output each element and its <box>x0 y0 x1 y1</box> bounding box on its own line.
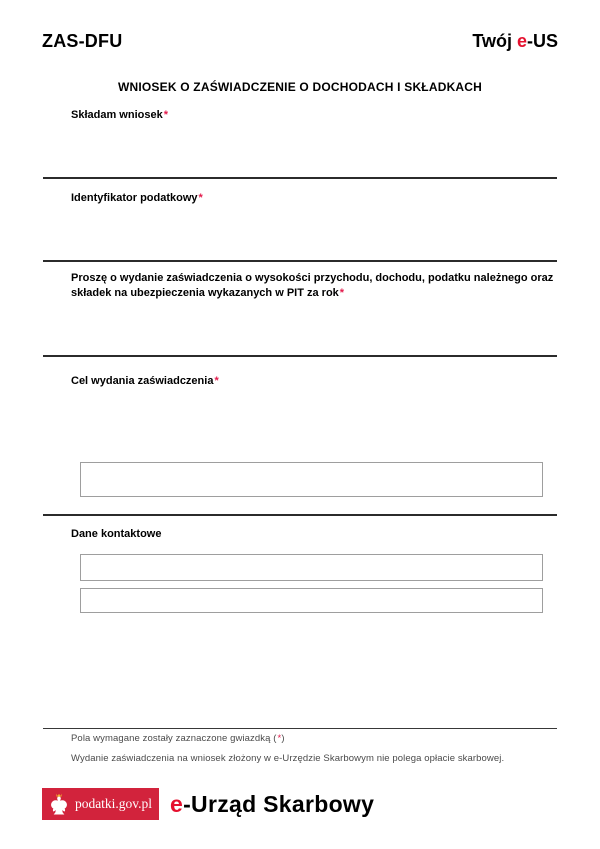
footnote-text: Pola wymagane zostały zaznaczone gwiazdką ( <box>71 733 277 744</box>
required-asterisk: * <box>163 109 168 121</box>
section-divider <box>43 514 557 516</box>
label-text: Cel wydania zaświadczenia <box>71 375 214 387</box>
label-cel-wydania <box>71 374 219 389</box>
e-urzad-skarbowy-logo <box>170 791 374 818</box>
twoj-e-us-logo <box>472 31 558 52</box>
label-dane-kontaktowe <box>71 527 162 542</box>
footnote-text: ) <box>281 733 285 744</box>
contact-input-1[interactable] <box>80 554 543 581</box>
podatki-gov-pl-badge <box>42 788 159 820</box>
label-identyfikator-podatkowy <box>71 191 203 206</box>
label-text: Dane kontaktowe <box>71 528 162 540</box>
label-text: Proszę o wydanie zaświadczenia o wysokości przychodu, dochodu, podatku należnego oraz składek na ubezpieczenia wykazanych w PIT za rok <box>71 272 554 299</box>
brand-rest: -Urząd Skarbowy <box>183 790 375 817</box>
label-skladam-wniosek <box>71 108 168 123</box>
required-asterisk: * <box>339 286 345 299</box>
contact-input-2[interactable] <box>80 588 543 613</box>
form-code: ZAS-DFU <box>42 31 123 51</box>
brand-suffix: -US <box>527 31 558 51</box>
brand-e: e <box>516 31 527 51</box>
required-asterisk: * <box>214 375 219 387</box>
cel-wydania-input[interactable] <box>80 462 543 497</box>
brand-prefix: Twój <box>472 31 517 51</box>
label-text: Składam wniosek <box>71 109 163 121</box>
label-pit-za-rok <box>71 271 558 300</box>
badge-text: podatki.gov.pl <box>74 796 153 811</box>
footer-divider <box>43 728 557 729</box>
footnote-fee: Wydanie zaświadczenia na wniosek złożony w e-Urzędzie Skarbowym nie polega opłacie skarbowej. <box>71 753 505 764</box>
footnote-required-fields <box>71 733 285 744</box>
section-divider <box>43 177 557 179</box>
section-divider <box>43 260 557 262</box>
label-text: Identyfikator podatkowy <box>71 192 198 204</box>
polish-eagle-icon <box>49 793 69 816</box>
required-asterisk: * <box>277 733 282 744</box>
form-title: WNIOSEK O ZAŚWIADCZENIE O DOCHODACH I SKŁADKACH <box>117 80 483 94</box>
section-divider <box>43 355 557 357</box>
required-asterisk: * <box>198 192 203 204</box>
footer-logo <box>42 788 374 820</box>
brand-e: e <box>170 790 184 817</box>
